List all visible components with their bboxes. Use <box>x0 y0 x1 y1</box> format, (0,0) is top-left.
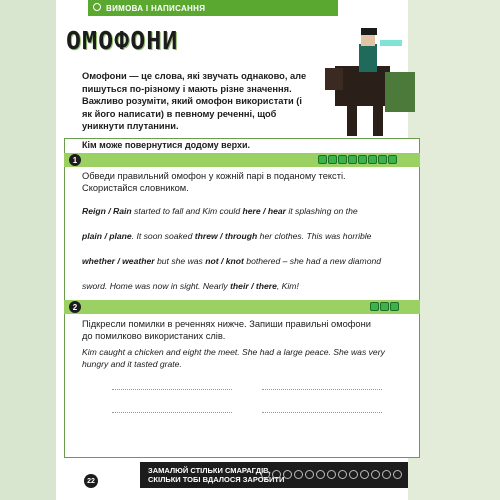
emerald-icon <box>390 302 399 311</box>
emerald-icon <box>328 155 337 164</box>
emerald-slot-icon[interactable] <box>393 470 402 479</box>
intro-text: Омофони — це слова, які звучать однаково, але пишуться по-різному і мають різне значення. Важливо розуміти, який омофон використати (і як його написати) в певному реченні, щоб уникнути плутанини. <box>82 71 307 131</box>
page-number: 22 <box>84 474 98 488</box>
emerald-slot-icon[interactable] <box>349 470 358 479</box>
task1-instruction-line1: Обведи правильний омофон у кожній парі в поданому тексті. <box>82 171 346 181</box>
emerald-slot-icon[interactable] <box>316 470 325 479</box>
section-header <box>88 0 338 16</box>
homophone-option[interactable]: Reign <box>82 206 106 216</box>
goal-gems <box>318 155 397 164</box>
answer-line[interactable] <box>262 389 382 390</box>
goal-text: Кім може повернутися додому верхи. <box>82 140 251 150</box>
homophone-pair[interactable]: here / hear <box>242 206 286 216</box>
story-line-4: sword. Home was now in sight. Nearly their / there, Kim! <box>82 281 299 291</box>
homophone-option[interactable]: weather <box>122 256 155 266</box>
emerald-icon <box>368 155 377 164</box>
emerald-slot-icon[interactable] <box>382 470 391 479</box>
left-background <box>0 0 56 500</box>
page-title: ОМОФОНИ <box>66 26 179 55</box>
emerald-slot-icon[interactable] <box>305 470 314 479</box>
homophone-pair[interactable]: not / knot <box>205 256 244 266</box>
emerald-icon <box>378 155 387 164</box>
emerald-slot-icon[interactable] <box>327 470 336 479</box>
tally-instruction: ЗАМАЛЮЙ СТІЛЬКИ СМАРАГДІВ, СКІЛЬКИ ТОБІ ВДАЛОСЯ ЗАРОБИТИ <box>148 466 285 484</box>
answer-line[interactable] <box>112 389 232 390</box>
task2-instruction-line2: до помилково використаних слів. <box>82 331 226 341</box>
story-line-3: whether / weather but she was not / knot bothered – she had a new diamond <box>82 256 382 266</box>
task-number-2: 2 <box>68 300 82 314</box>
homophone-option[interactable]: plain <box>82 231 103 241</box>
emerald-slot-icon[interactable] <box>272 470 281 479</box>
homophone-option[interactable]: whether <box>82 256 115 266</box>
homophone-pair[interactable]: threw / through <box>194 231 258 241</box>
task2-sentence-line1: Kim caught a chicken and eight the meet. She had a large peace. She was very <box>82 347 385 357</box>
task1-instruction-line2: Скористайся словником. <box>82 183 189 193</box>
emerald-icon <box>348 155 357 164</box>
circle-icon <box>93 3 101 11</box>
horse-rider-illustration <box>325 26 425 156</box>
task2-instruction-line1: Підкресли помилки в реченнях нижче. Запиши правильні омофони <box>82 319 371 329</box>
emerald-slot-icon[interactable] <box>261 470 270 479</box>
homophone-option[interactable]: Rain <box>113 206 132 216</box>
task-number-1: 1 <box>68 153 82 167</box>
task2-sentence-line2: hungry and it tasted grate. <box>82 359 182 369</box>
emerald-slot-icon[interactable] <box>360 470 369 479</box>
emerald-icon <box>388 155 397 164</box>
emerald-icon <box>370 302 379 311</box>
emerald-icon <box>380 302 389 311</box>
answer-line[interactable] <box>262 412 382 413</box>
section-header-label: ВИМОВА І НАПИСАННЯ <box>106 3 206 13</box>
story-line-2: plain / plane. It soon soaked threw / through her clothes. This was horrible <box>82 231 372 241</box>
homophone-option[interactable]: plane <box>109 231 132 241</box>
emerald-slots <box>261 470 402 479</box>
answer-line[interactable] <box>112 412 232 413</box>
emerald-icon <box>318 155 327 164</box>
emerald-slot-icon[interactable] <box>371 470 380 479</box>
emerald-slot-icon[interactable] <box>294 470 303 479</box>
homophone-pair[interactable]: their / there <box>230 281 277 291</box>
emerald-icon <box>338 155 347 164</box>
story-line-1: Reign / Rain started to fall and Kim could here / hear it splashing on the <box>82 206 358 216</box>
emerald-tally-bar <box>140 462 408 488</box>
emerald-slot-icon[interactable] <box>338 470 347 479</box>
task2-gems <box>370 302 399 311</box>
emerald-icon <box>358 155 367 164</box>
emerald-slot-icon[interactable] <box>283 470 292 479</box>
task2-strip <box>64 300 420 314</box>
